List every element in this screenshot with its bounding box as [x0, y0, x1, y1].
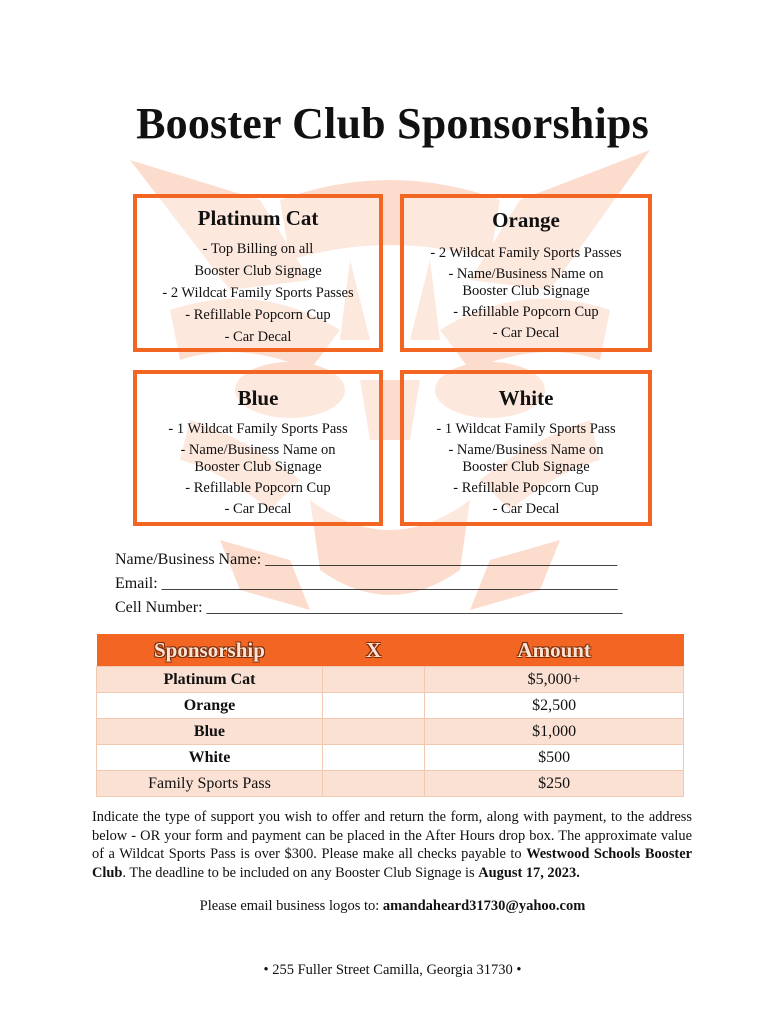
row-name: Blue: [97, 719, 323, 745]
table-header-row: [97, 634, 684, 667]
tier-card-orange: [400, 194, 652, 352]
benefit-item: - Top Billing on all: [202, 241, 314, 257]
header-sponsorship: Sponsorship: [97, 634, 323, 667]
row-amount: $2,500: [425, 693, 684, 719]
tier-benefits: [137, 421, 379, 518]
table-row: [97, 771, 684, 797]
mailing-address: • 255 Fuller Street Camilla, Georgia 31730 •: [263, 962, 522, 978]
row-name: Family Sports Pass: [97, 771, 323, 797]
benefit-text: - Name/Business Name on Booster Club Signage: [448, 266, 604, 299]
row-amount: $5,000+: [425, 667, 684, 693]
benefit-item: - Car Decal: [492, 501, 560, 517]
email-prompt: Please email business logos to:: [199, 898, 383, 914]
header-amount: Amount: [425, 634, 684, 667]
row-select-cell[interactable]: [322, 719, 424, 745]
benefit-item: - Refillable Popcorn Cup: [185, 480, 331, 496]
benefit-item: - 1 Wildcat Family Sports Pass: [168, 421, 348, 437]
name-business-field[interactable]: Name/Business Name: ____________________________________________: [115, 551, 618, 568]
benefit-item: - Car Decal: [492, 325, 560, 341]
tier-title: Platinum Cat: [197, 206, 319, 230]
row-amount: $250: [425, 771, 684, 797]
contact-form: [115, 548, 623, 620]
cell-number-field[interactable]: Cell Number: ____________________________________________________: [115, 599, 623, 616]
table-row: [97, 745, 684, 771]
row-amount: $1,000: [425, 719, 684, 745]
benefit-item: [404, 442, 648, 476]
header-x: X: [322, 634, 424, 667]
benefit-item: - Car Decal: [224, 501, 292, 517]
payee-name: Westwood Schools Booster Club: [92, 846, 692, 881]
instructions-paragraph: [92, 808, 692, 882]
instructions-text: . The deadline to be included on any Booster Club Signage is: [122, 864, 479, 881]
row-select-cell[interactable]: [322, 745, 424, 771]
tier-card-white: [400, 370, 652, 526]
benefit-text: - Name/Business Name on Booster Club Signage: [180, 442, 336, 475]
row-name: White: [97, 745, 323, 771]
row-amount: $500: [425, 745, 684, 771]
benefit-item: [404, 266, 648, 300]
row-name: Orange: [97, 693, 323, 719]
tier-benefits: [404, 245, 648, 342]
benefit-item: - 2 Wildcat Family Sports Passes: [162, 285, 354, 301]
tier-card-blue: [133, 370, 383, 526]
benefit-item: - Refillable Popcorn Cup: [453, 480, 599, 496]
table-row: [97, 719, 684, 745]
sponsorship-table: [96, 634, 684, 797]
tier-title: Blue: [237, 386, 279, 410]
page-title: Booster Club Sponsorships: [136, 99, 649, 148]
instructions-text: Indicate the type of support you wish to offer and return the form, along with payment, to the address below - OR your form and payment can be placed in the After Hours drop box. The approximate value of a Wildcat Sports Pass is over $300. Please make all checks payable to: [92, 809, 692, 862]
benefit-item: [137, 442, 379, 476]
benefit-item: - Refillable Popcorn Cup: [453, 304, 599, 320]
email-instruction: [0, 898, 770, 915]
tier-benefits: [137, 241, 379, 346]
tier-title: Orange: [492, 208, 560, 232]
row-name: Platinum Cat: [97, 667, 323, 693]
deadline-date: August 17, 2023.: [478, 864, 580, 881]
table-row: [97, 667, 684, 693]
benefit-item: - 1 Wildcat Family Sports Pass: [436, 421, 616, 437]
benefit-item: - 2 Wildcat Family Sports Passes: [430, 245, 622, 261]
tier-card-platinum-cat: [133, 194, 383, 352]
benefit-item: Booster Club Signage: [194, 263, 322, 279]
benefit-item: - Refillable Popcorn Cup: [185, 307, 331, 323]
table-row: [97, 693, 684, 719]
contact-email-link[interactable]: amandaheard31730@yahoo.com: [382, 898, 586, 914]
benefit-text: - Name/Business Name on Booster Club Signage: [448, 442, 604, 475]
row-select-cell[interactable]: [322, 667, 424, 693]
email-field[interactable]: Email: _________________________________________________________: [115, 575, 618, 592]
tier-benefits: [404, 421, 648, 518]
row-select-cell[interactable]: [322, 693, 424, 719]
tier-title: White: [498, 386, 554, 410]
benefit-item: - Car Decal: [224, 329, 292, 345]
row-select-cell[interactable]: [322, 771, 424, 797]
